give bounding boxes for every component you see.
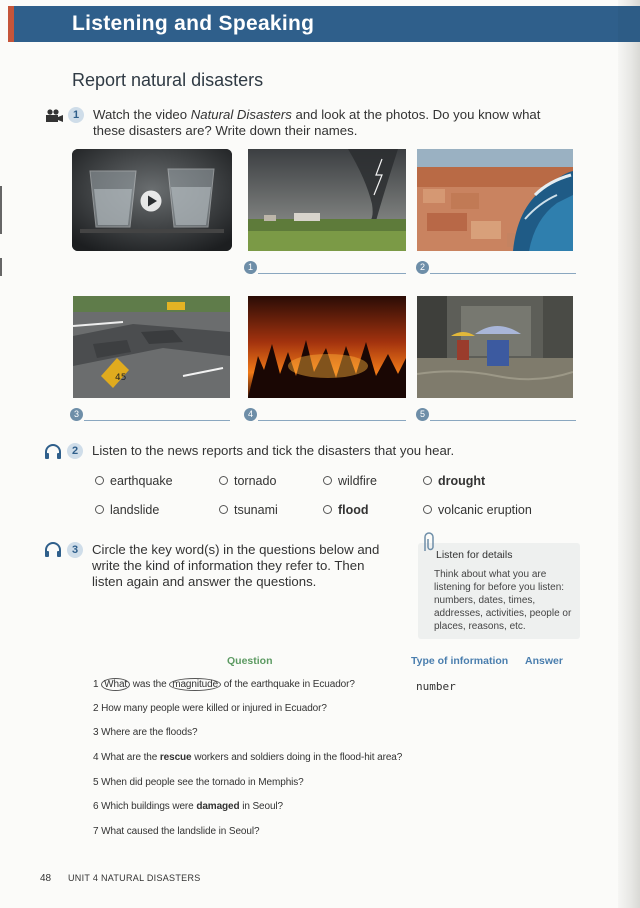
play-icon[interactable] <box>140 190 162 212</box>
exercise-number-3: 3 <box>67 542 83 558</box>
instruction-text: Watch the video <box>93 107 191 122</box>
option-label: drought <box>438 474 486 488</box>
road-sign-text: 45 <box>115 373 127 383</box>
option-label: landslide <box>110 503 160 517</box>
instruction-text: Circle the key word(s) in the questions below and <box>92 542 380 557</box>
checkbox-circle[interactable] <box>323 476 332 485</box>
headphones-icon <box>44 542 62 558</box>
exercise1-instruction <box>93 107 583 139</box>
question-6 <box>93 801 283 812</box>
option-label: earthquake <box>110 474 173 488</box>
banner-title: Listening and Speaking <box>72 12 315 35</box>
option-label: tsunami <box>234 503 278 517</box>
page-number: 48 <box>40 873 52 884</box>
exercise-number-1: 1 <box>68 107 84 123</box>
question-text: was the <box>130 679 170 690</box>
video-thumbnail[interactable] <box>72 149 232 251</box>
question-text: of the earthquake in Ecuador? <box>221 679 355 690</box>
photo-number-1: 1 <box>244 261 257 274</box>
photo-wildfire <box>248 296 406 398</box>
instruction-text: and look at the photos. Do you know what <box>291 107 541 122</box>
answer-line-3[interactable] <box>84 420 230 421</box>
margin-mark <box>0 186 2 234</box>
option-label: volcanic eruption <box>438 503 532 517</box>
instruction-text: write the kind of information they refer to. Then <box>92 558 365 573</box>
column-header-question: Question <box>227 655 273 667</box>
photo-tornado <box>248 149 406 251</box>
exercise3-instruction <box>92 542 412 590</box>
banner-accent <box>8 6 14 42</box>
photo-flood <box>417 296 573 398</box>
question-7: 7 What caused the landslide in Seoul? <box>93 826 260 837</box>
instruction-text: these disasters are? Write down their names. <box>93 123 358 138</box>
question-3: 3 Where are the floods? <box>93 727 198 738</box>
question-2: 2 How many people were killed or injured in Ecuador? <box>93 703 327 714</box>
question-text: workers and soldiers doing in the flood-hit area? <box>191 752 403 763</box>
circled-keyword: What <box>101 678 130 691</box>
question-number: 1 <box>93 679 99 690</box>
option-flood[interactable] <box>323 503 369 517</box>
example-answer: number <box>416 680 456 693</box>
question-text: 6 Which buildings were <box>93 801 197 812</box>
circled-keyword: magnitude <box>169 678 221 691</box>
photo-earthquake <box>73 296 230 398</box>
page-spine <box>618 0 640 908</box>
photo-number-5: 5 <box>416 408 429 421</box>
question-5: 5 When did people see the tornado in Memphis? <box>93 777 304 788</box>
column-header-answer: Answer <box>525 655 563 667</box>
question-text: in Seoul? <box>239 801 283 812</box>
answer-line-5[interactable] <box>430 420 576 421</box>
paperclip-icon <box>420 531 436 553</box>
option-label: flood <box>338 503 369 517</box>
checkbox-circle[interactable] <box>323 505 332 514</box>
question-4 <box>93 752 402 763</box>
option-landslide[interactable] <box>95 503 159 517</box>
exercise2-instruction: Listen to the news reports and tick the disasters that you hear. <box>92 443 455 458</box>
margin-mark <box>0 258 2 276</box>
checkbox-circle[interactable] <box>423 505 432 514</box>
option-tornado[interactable] <box>219 474 276 488</box>
option-tsunami[interactable] <box>219 503 278 517</box>
tip-body: Think about what you are listening for before you listen: numbers, dates, times, addresses, activities, people or places, reasons, etc. <box>434 569 572 632</box>
option-earthquake[interactable] <box>95 474 173 488</box>
section-title: Report natural disasters <box>72 70 264 90</box>
checkbox-circle[interactable] <box>95 505 104 514</box>
checkbox-circle[interactable] <box>423 476 432 485</box>
question-text: 4 What are the <box>93 752 160 763</box>
option-wildfire[interactable] <box>323 474 377 488</box>
option-label: tornado <box>234 474 277 488</box>
answer-line-1[interactable] <box>258 273 406 274</box>
photo-tsunami <box>417 149 573 251</box>
question-1 <box>93 678 355 691</box>
photo-number-4: 4 <box>244 408 257 421</box>
photo-number-2: 2 <box>416 261 429 274</box>
video-camera-icon <box>44 109 64 123</box>
answer-line-2[interactable] <box>430 273 576 274</box>
checkbox-circle[interactable] <box>95 476 104 485</box>
video-title: Natural Disasters <box>190 107 292 122</box>
option-label: wildfire <box>338 474 377 488</box>
spine-tab <box>618 6 640 42</box>
bold-keyword: rescue <box>159 752 192 763</box>
column-header-type: Type of information <box>411 655 509 667</box>
instruction-text: listen again and answer the questions. <box>92 574 317 589</box>
option-volcanic-eruption[interactable] <box>423 503 532 517</box>
footer-unit: UNIT 4 NATURAL DISASTERS <box>68 873 201 883</box>
checkbox-circle[interactable] <box>219 476 228 485</box>
exercise-number-2: 2 <box>67 443 83 459</box>
checkbox-circle[interactable] <box>219 505 228 514</box>
answer-line-4[interactable] <box>258 420 406 421</box>
bold-keyword: damaged <box>196 801 240 812</box>
tip-title: Listen for details <box>436 549 513 561</box>
photo-number-3: 3 <box>70 408 83 421</box>
headphones-icon <box>44 444 62 460</box>
option-drought[interactable] <box>423 474 485 488</box>
